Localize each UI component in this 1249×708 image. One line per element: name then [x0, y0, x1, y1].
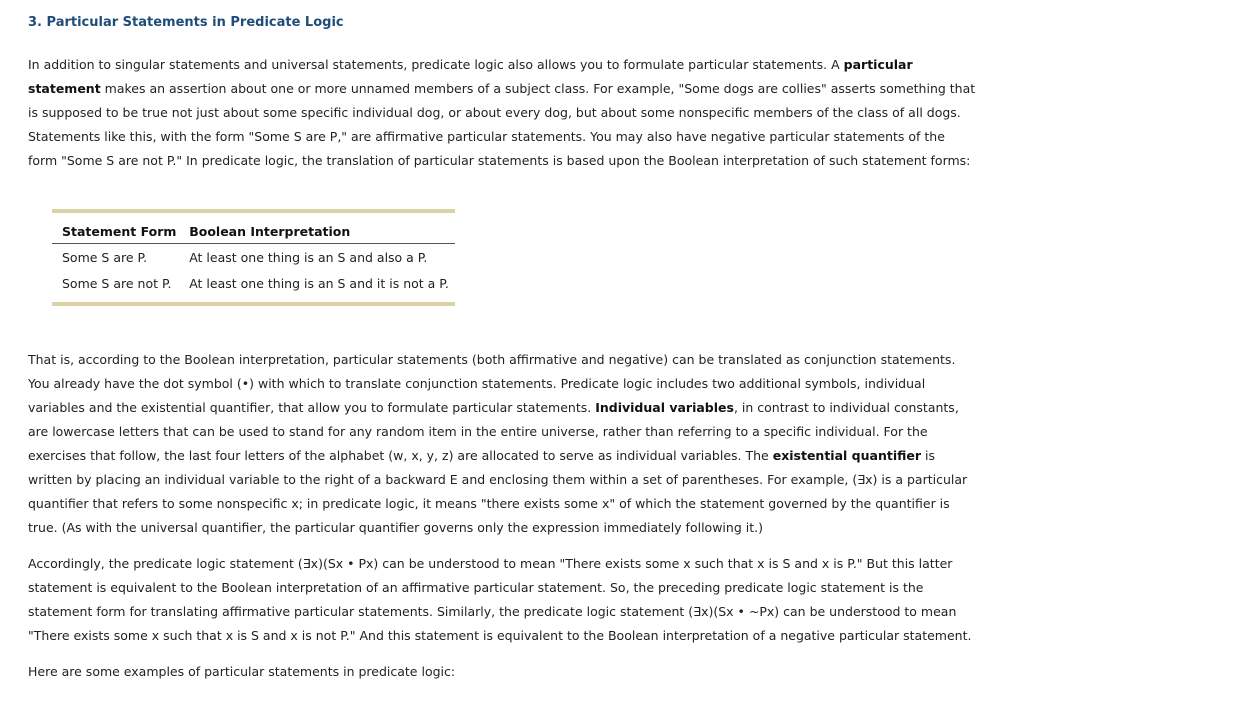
paragraph-line: true. (As with the universal quantifier, the particular quantifier governs only the expression immediately following it.): [28, 520, 763, 535]
table-row: [52, 244, 455, 271]
paragraph-line: Here are some examples of particular statements in predicate logic:: [28, 664, 456, 679]
paragraph-line: Accordingly, the predicate logic statement (∃x)(Sx • Px) can be understood to mean "There exists some x such that x is S and x is P." But this latter: [28, 556, 953, 571]
intro-line: statement makes an assertion about one or more unnamed members of a subject class. For example, "Some dogs are collies" asserts something that: [28, 81, 976, 96]
paragraph-line: That is, according to the Boolean interpretation, particular statements (both affirmative and negative) can be translated as conjunction statements.: [28, 352, 956, 367]
boolean-interpretation-table: [52, 209, 455, 306]
intro-paragraph: [28, 53, 975, 173]
paragraph-line: statement form for translating affirmative particular statements. Similarly, the predicate logic statement (∃x)(Sx • ~Px) can be understood to mean: [28, 604, 957, 619]
statement-form-cell: Some S are P.: [62, 249, 148, 265]
column-header-statement-form: Statement Form: [52, 213, 179, 244]
intro-line: is supposed to be true not just about some specific individual dog, or about every dog, but about some nonspecific members of the class of all dogs.: [28, 105, 961, 120]
term-statement: statement: [28, 81, 101, 96]
paragraph-line: "There exists some x such that x is S and x is not P." And this statement is equivalent to the Boolean interpretation of a negative particular statement.: [28, 628, 972, 643]
term-individual-variables: Individual variables: [595, 400, 734, 415]
paragraph-line: exercises that follow, the last four letters of the alphabet (w, x, y, z) are allocated to serve as individual variables. The existential quantifier is: [28, 448, 935, 463]
quantifier-paragraph: [28, 348, 967, 540]
table-header-row: [52, 213, 455, 244]
section-title: 3. Particular Statements in Predicate Logic: [28, 15, 344, 30]
intro-line: Statements like this, with the form "Some S are P," are affirmative particular statements. You may also have negative particular statements of the: [28, 129, 945, 144]
translation-paragraph: [28, 552, 971, 648]
examples-intro-paragraph: [28, 660, 455, 684]
paragraph-line: are lowercase letters that can be used to stand for any random item in the entire universe, rather than referring to a specific individual. For the: [28, 424, 928, 439]
paragraph-line: variables and the existential quantifier, that allow you to formulate particular statements. Individual variables, in contrast to individual constants,: [28, 400, 959, 415]
table-row: [52, 270, 455, 302]
column-header-boolean-interpretation: Boolean Interpretation: [179, 213, 455, 244]
paragraph-line: quantifier that refers to some nonspecific x; in predicate logic, it means "there exists some x" of which the statement governed by the quantifier is: [28, 496, 950, 511]
paragraph-line: statement is equivalent to the Boolean interpretation of an affirmative particular statement. So, the preceding predicate logic statement is the: [28, 580, 924, 595]
interpretation-cell: At least one thing is an S and it is not a P.: [189, 275, 449, 291]
term-particular: particular: [843, 57, 913, 72]
intro-line: In addition to singular statements and universal statements, predicate logic also allows you to formulate particular statements. A particular: [28, 57, 913, 72]
intro-line: form "Some S are not P." In predicate logic, the translation of particular statements is based upon the Boolean interpretation of such statement forms:: [28, 153, 971, 168]
term-existential-quantifier: existential quantifier: [772, 448, 922, 463]
paragraph-line: written by placing an individual variable to the right of a backward E and enclosing them within a set of parentheses. For example, (∃x) is a particular: [28, 472, 968, 487]
paragraph-line: You already have the dot symbol (•) with which to translate conjunction statements. Predicate logic includes two additional symbols, individual: [28, 376, 926, 391]
interpretation-cell: At least one thing is an S and also a P.: [189, 249, 428, 265]
statement-form-cell: Some S are not P.: [62, 275, 172, 291]
